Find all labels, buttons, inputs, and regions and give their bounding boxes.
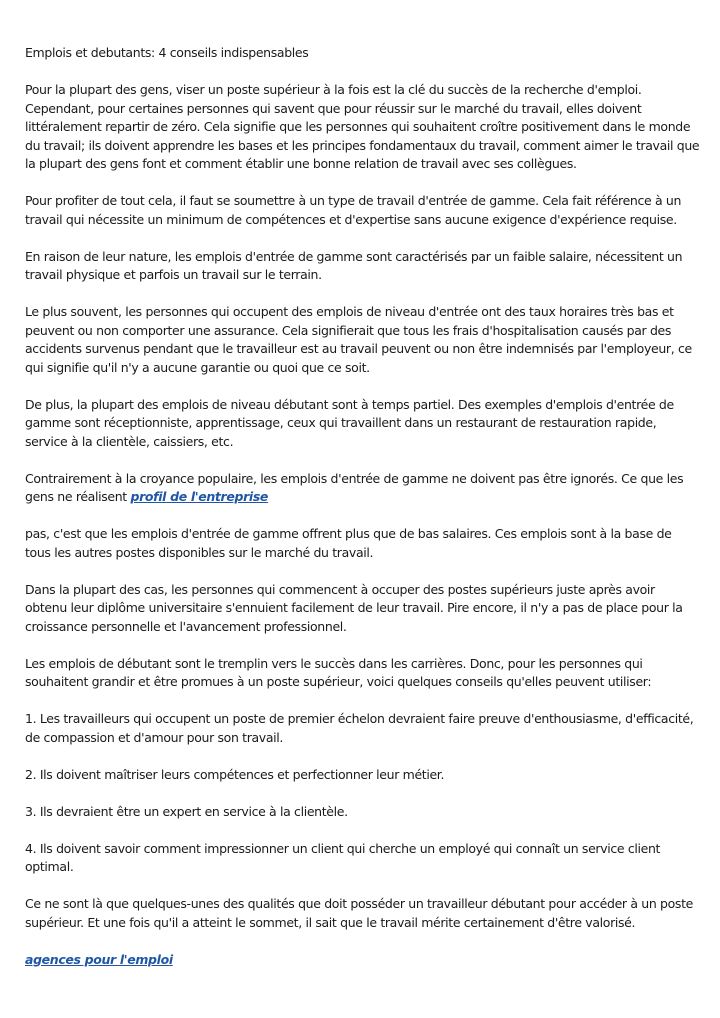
paragraph-springboard: Les emplois de débutant sont le tremplin vers le succès dans les carrières. Donc, pour les personnes qui souhaitent grandir et être promues à un poste supérieur, voici quelques conseils qu'elles peuvent utiliser: — [25, 655, 652, 689]
tip-item-1: 1. Les travailleurs qui occupent un poste de premier échelon devraient faire preuve d'enthousiasme, d'efficacité, de compassion et d'amour pour son travail. — [25, 711, 694, 745]
tip-item-4: 4. Ils doivent savoir comment impressionner un client qui cherche un employé qui connaît un service client optimal. — [25, 840, 661, 874]
employment-agencies-link[interactable]: agences pour l'emploi — [25, 951, 173, 967]
paragraph-conclusion: Ce ne sont là que quelques-unes des qualités que doit posséder un travailleur débutant pour accéder à un poste supérieur. Et une fois qu'il a atteint le sommet, il sait que le travail mérite certainement d'être valorisé. — [25, 896, 693, 930]
paragraph-nature: En raison de leur nature, les emplois d'entrée de gamme sont caractérisés par un faible salaire, nécessitent un travail physique et parfois un travail sur le terrain. — [25, 248, 683, 282]
tip-item-2: 2. Ils doivent maîtriser leurs compétences et perfectionner leur métier. — [25, 766, 445, 782]
document-body — [25, 44, 700, 988]
paragraph-intro: Pour la plupart des gens, viser un poste supérieur à la fois est la clé du succès de la recherche d'emploi. Cependant, pour certaines personnes qui savent que pour réussir sur le marché du travail, elles doivent littéralement repartir de zéro. Cela signifie que les personnes qui souhaitent croître positivement dans le monde du travail; ils doivent apprendre les bases et les principes fondamentaux du travail, comment aimer le travail que la plupart des gens font et comment établir une bonne relation de travail avec ses collègues. — [25, 82, 700, 171]
paragraph-popular-belief — [25, 470, 700, 507]
paragraph-hourly-rates: Le plus souvent, les personnes qui occupent des emplois de niveau d'entrée ont des taux horaires très bas et peuvent ou non comporter une assurance. Cela signifierait que tous les frais d'hospitalisation causés par des accidents survenus pendant que le travailleur est au travail peuvent ou non être indemnisés par l'employeur, ce qui signifie qu'il n'y a aucune garantie ou quoi que ce soit. — [25, 304, 692, 375]
paragraph-popular-belief-text: Contrairement à la croyance populaire, les emplois d'entrée de gamme ne doivent pas être ignorés. Ce que les gens ne réalisent — [25, 470, 684, 504]
paragraph-part-time: De plus, la plupart des emplois de niveau débutant sont à temps partiel. Des exemples d'emplois d'entrée de gamme sont réceptionniste, apprentissage, ceux qui travaillent dans un restaurant de restauration rapide, service à la clientèle, caissiers, etc. — [25, 396, 674, 449]
paragraph-entry-level-definition: Pour profiter de tout cela, il faut se soumettre à un type de travail d'entrée de gamme. Cela fait référence à un travail qui nécessite un minimum de compétences et d'expertise sans aucune exigence d'expérience requise. — [25, 193, 682, 227]
tip-item-3: 3. Ils devraient être un expert en service à la clientèle. — [25, 803, 348, 819]
footer-link-paragraph — [25, 951, 700, 970]
paragraph-graduates: Dans la plupart des cas, les personnes qui commencent à occuper des postes supérieurs juste après avoir obtenu leur diplôme universitaire s'ennuient facilement de leur travail. Pire encore, il n'y a pas de place pour la croissance personnelle et l'avancement professionnel. — [25, 581, 683, 634]
document-title: Emplois et debutants: 4 conseils indispensables — [25, 45, 309, 60]
company-profile-link[interactable]: profil de l'entreprise — [130, 489, 269, 504]
paragraph-base-of-positions: pas, c'est que les emplois d'entrée de gamme offrent plus que de bas salaires. Ces emplois sont à la base de tous les autres postes disponibles sur le marché du travail. — [25, 526, 672, 560]
